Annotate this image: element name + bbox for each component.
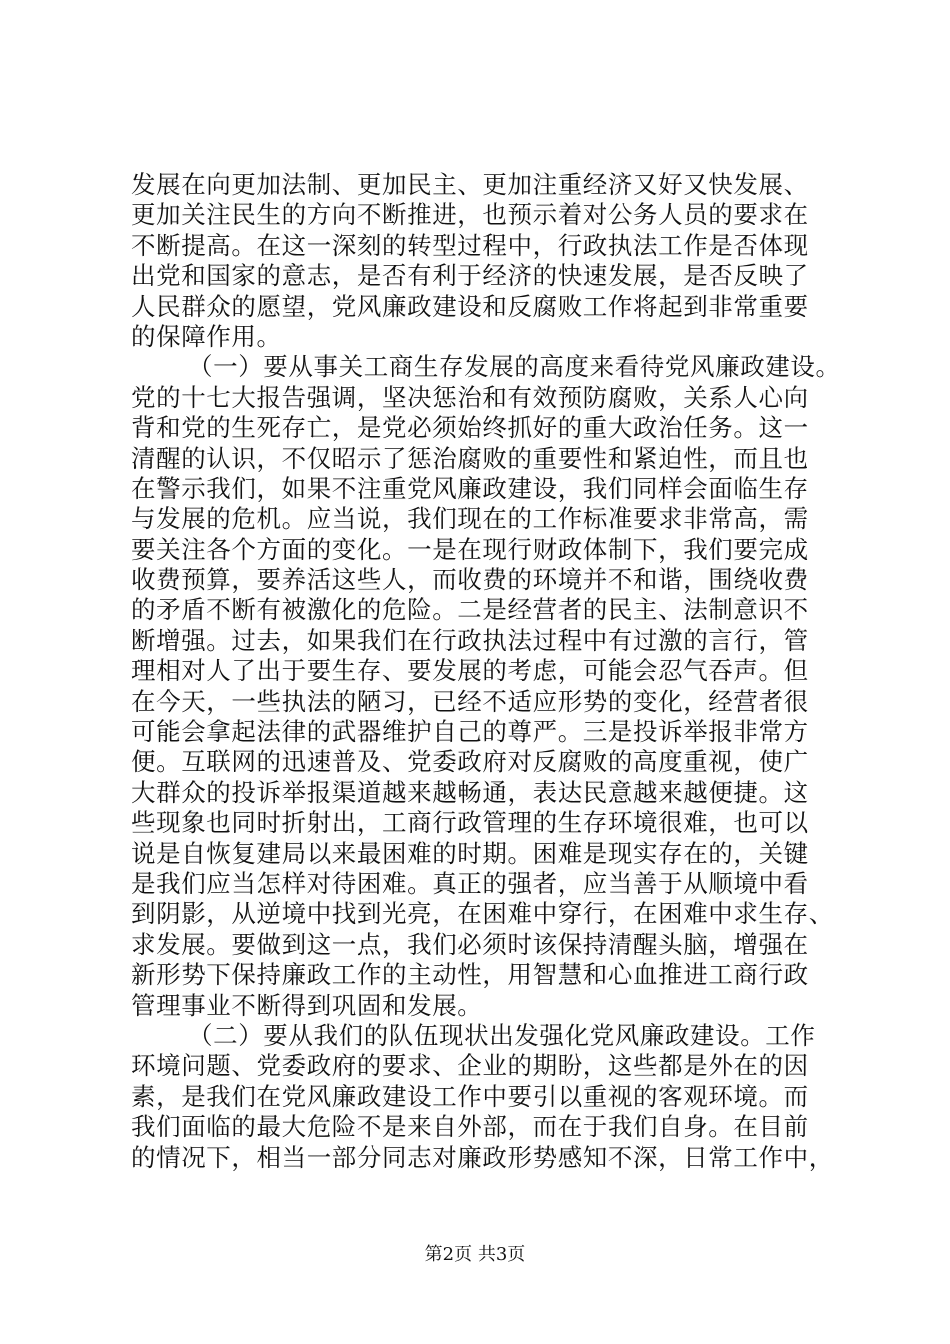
text-line: 些现象也同时折射出，工商行政管理的生存环境很难，也可以 [131,808,809,838]
section-heading-1: （一）要从事关工商生存发展的高度来看待党风廉政建设。 [188,352,841,382]
page-footer: 第2页 共3页 [424,1244,526,1265]
text-line: 断增强。过去，如果我们在行政执法过程中有过激的言行，管 [131,625,809,655]
text-line: 与发展的危机。应当说，我们现在的工作标准要求非常高，需 [131,504,809,534]
text-line: 素，是我们在党风廉政建设工作中要引以重视的客观环境。而 [131,1081,809,1111]
text-line: 不断提高。在这一深刻的转型过程中，行政执法工作是否体现 [131,230,809,260]
text-line: 管理事业不断得到巩固和发展。 [131,990,483,1020]
text-line: 新形势下保持廉政工作的主动性，用智慧和心血推进工商行政 [131,960,809,990]
text-line: 的保障作用。 [131,321,282,351]
text-line: 收费预算，要养活这些人，而收费的环境并不和谐，围绕收费 [131,565,809,595]
body-text [131,170,851,1173]
text-line: 在今天，一些执法的陋习，已经不适应形势的变化，经营者很 [131,686,809,716]
text-line: 可能会拿起法律的武器维护自己的尊严。三是投诉举报非常方 [131,717,809,747]
text-line: 的情况下，相当一部分同志对廉政形势感知不深，日常工作中， [131,1142,834,1172]
text-line: 便。互联网的迅速普及、党委政府对反腐败的高度重视，使广 [131,747,809,777]
section-heading-2: （二）要从我们的队伍现状出发强化党风廉政建设。工作 [188,1020,816,1050]
text-line: 清醒的认识，不仅昭示了惩治腐败的重要性和紧迫性，而且也 [131,443,809,473]
text-line: 说是自恢复建局以来最困难的时期。困难是现实存在的，关键 [131,838,809,868]
text-line: 我们面临的最大危险不是来自外部，而在于我们自身。在目前 [131,1112,809,1142]
text-line: 要关注各个方面的变化。一是在现行财政体制下，我们要完成 [131,534,809,564]
text-line: 发展在向更加法制、更加民主、更加注重经济又好又快发展、 [131,170,809,199]
text-line: 是我们应当怎样对待困难。真正的强者，应当善于从顺境中看 [131,868,809,898]
text-line: 背和党的生死存亡，是党必须始终抓好的重大政治任务。这一 [131,413,809,443]
text-line: 环境问题、党委政府的要求、企业的期盼，这些都是外在的因 [131,1051,809,1081]
text-line: 理相对人了出于要生存、要发展的考虑，可能会忍气吞声。但 [131,656,809,686]
text-line: 的矛盾不断有被激化的危险。二是经营者的民主、法制意识不 [131,595,809,625]
text-line: 求发展。要做到这一点，我们必须时该保持清醒头脑，增强在 [131,929,809,959]
text-line: 更加关注民生的方向不断推进，也预示着对公务人员的要求在 [131,200,809,230]
text-line: 到阴影，从逆境中找到光亮，在困难中穿行，在困难中求生存、 [131,899,834,929]
text-line: 大群众的投诉举报渠道越来越畅通，表达民意越来越便捷。这 [131,777,809,807]
text-line: 党的十七大报告强调，坚决惩治和有效预防腐败，关系人心向 [131,382,809,412]
text-line: 出党和国家的意志，是否有利于经济的快速发展，是否反映了 [131,261,809,291]
text-line: 人民群众的愿望，党风廉政建设和反腐败工作将起到非常重要 [131,291,809,321]
text-line: 在警示我们，如果不注重党风廉政建设，我们同样会面临生存 [131,473,809,503]
